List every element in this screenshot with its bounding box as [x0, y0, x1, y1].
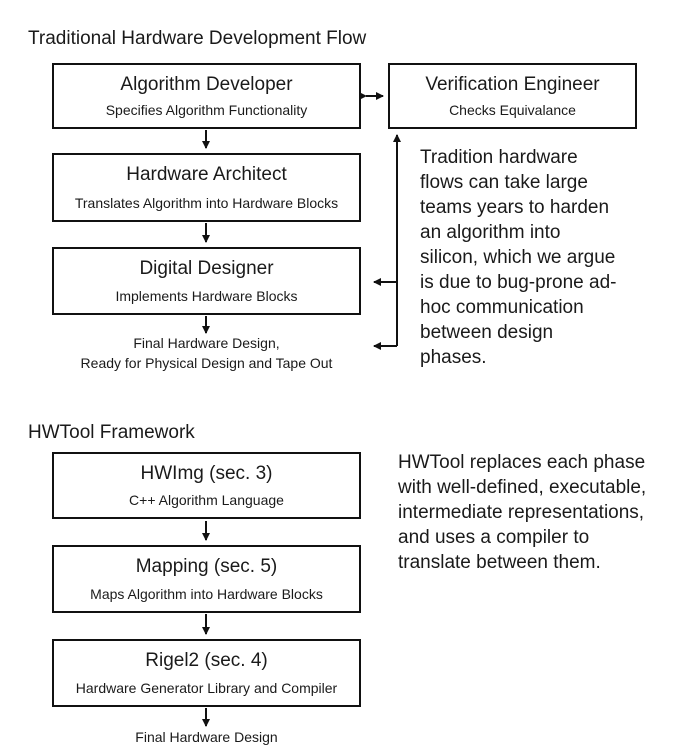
- box-title: Mapping (sec. 5): [135, 556, 278, 577]
- hwtool-final-output: Final Hardware Design: [135, 729, 278, 745]
- traditional-flow-title: Traditional Hardware Development Flow: [28, 28, 367, 49]
- hwtool-description: HWTool replaces each phase with well-defined, executable, intermediate representations, and uses a compiler to translate between them.: [398, 452, 647, 573]
- traditional-description: Tradition hardware flows can take large teams years to harden an algorithm into silicon, which we argue is due to bug-prone ad-hoc communication between design phases.: [420, 147, 617, 368]
- box-subtitle: Specifies Algorithm Functionality: [105, 102, 308, 118]
- box-subtitle: Checks Equivalance: [449, 102, 576, 118]
- box-subtitle: Hardware Generator Library and Compiler: [75, 680, 338, 696]
- box-subtitle: Maps Algorithm into Hardware Blocks: [90, 586, 323, 602]
- box-title: Digital Designer: [139, 258, 274, 279]
- box-subtitle: C++ Algorithm Language: [129, 492, 284, 508]
- final-output-line-1: Final Hardware Design,: [133, 335, 280, 351]
- box-title: Hardware Architect: [126, 164, 287, 185]
- box-title: HWImg (sec. 3): [140, 463, 273, 484]
- box-title: Algorithm Developer: [120, 74, 293, 95]
- hwtool-framework-title: HWTool Framework: [28, 422, 195, 443]
- box-subtitle: Translates Algorithm into Hardware Blocks: [74, 195, 339, 211]
- box-title: Rigel2 (sec. 4): [145, 650, 268, 671]
- box-title: Verification Engineer: [425, 74, 600, 95]
- final-output-line-2: Ready for Physical Design and Tape Out: [80, 355, 333, 371]
- box-subtitle: Implements Hardware Blocks: [115, 288, 298, 304]
